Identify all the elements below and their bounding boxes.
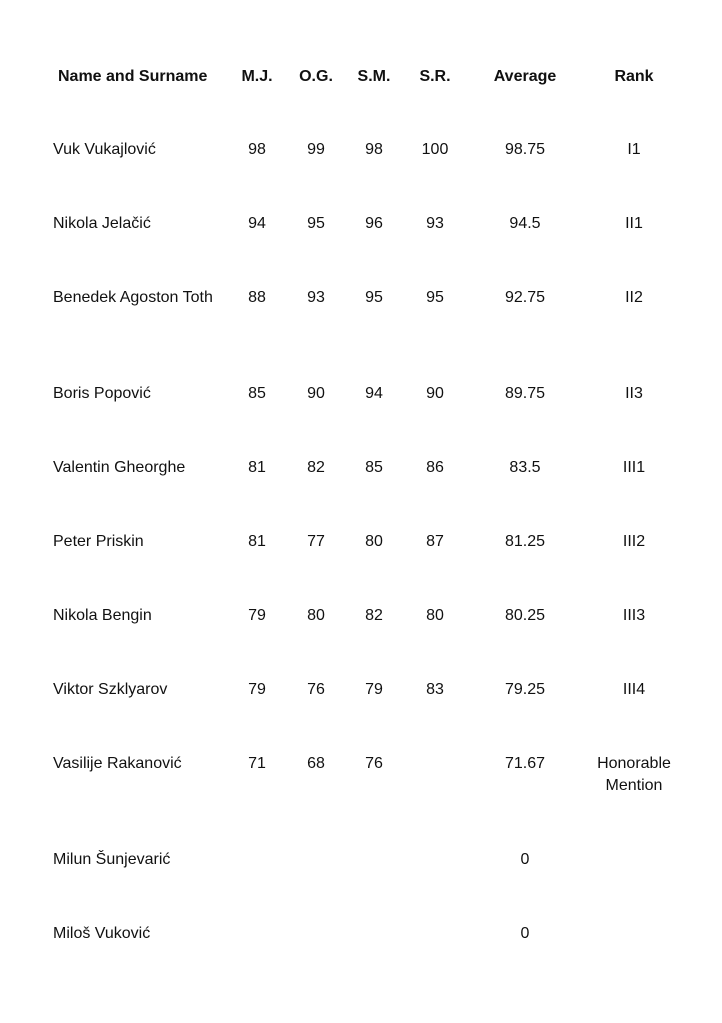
table-row xyxy=(0,531,722,581)
cell-average: 94.5 xyxy=(509,215,541,232)
cell-sr: 87 xyxy=(426,533,444,550)
cell-sr: 90 xyxy=(426,385,444,402)
cell-name: Nikola Jelačić xyxy=(53,215,151,232)
cell-name: Boris Popović xyxy=(53,385,151,402)
cell-sr: 95 xyxy=(426,289,444,306)
cell-rank: III4 xyxy=(622,681,646,698)
cell-sm: 80 xyxy=(365,533,383,550)
cell-sm: 76 xyxy=(365,755,383,772)
cell-rank: III3 xyxy=(622,607,646,624)
cell-sr: 80 xyxy=(426,607,444,624)
table-header xyxy=(0,66,722,88)
table-row xyxy=(0,139,722,189)
cell-name: Milun Šunjevarić xyxy=(53,851,171,868)
cell-mj: 81 xyxy=(248,459,266,476)
cell-name: Vasilije Rakanović xyxy=(53,755,182,772)
table-row xyxy=(0,383,722,433)
cell-sm: 95 xyxy=(365,289,383,306)
cell-name: Vuk Vukajlović xyxy=(53,141,156,158)
table-row xyxy=(0,605,722,655)
cell-rank: Honorable Mention xyxy=(597,755,671,794)
cell-mj: 79 xyxy=(248,607,266,624)
cell-rank: I1 xyxy=(627,141,641,158)
cell-sm: 82 xyxy=(365,607,383,624)
cell-mj: 71 xyxy=(248,755,266,772)
cell-rank: II1 xyxy=(625,215,643,232)
cell-name: Miloš Vuković xyxy=(53,925,151,942)
table-row xyxy=(0,457,722,507)
cell-og: 90 xyxy=(307,385,325,402)
cell-og: 80 xyxy=(307,607,325,624)
table-row xyxy=(0,287,722,337)
cell-og: 77 xyxy=(307,533,325,550)
header-average: Average xyxy=(493,68,557,85)
header-mj: M.J. xyxy=(241,68,273,85)
cell-average: 80.25 xyxy=(504,607,546,624)
cell-sr: 100 xyxy=(421,141,449,158)
cell-average: 89.75 xyxy=(504,385,546,402)
cell-sm: 96 xyxy=(365,215,383,232)
cell-sm: 85 xyxy=(365,459,383,476)
cell-mj: 79 xyxy=(248,681,266,698)
cell-average: 71.67 xyxy=(504,755,546,772)
cell-og: 76 xyxy=(307,681,325,698)
cell-sr: 83 xyxy=(426,681,444,698)
cell-mj: 85 xyxy=(248,385,266,402)
table-row xyxy=(0,679,722,729)
table-row xyxy=(0,753,722,803)
header-sr: S.R. xyxy=(419,68,451,85)
cell-average: 0 xyxy=(520,925,530,942)
cell-average: 79.25 xyxy=(504,681,546,698)
cell-average: 98.75 xyxy=(504,141,546,158)
cell-average: 0 xyxy=(520,851,530,868)
cell-rank: III2 xyxy=(622,533,646,550)
cell-mj: 94 xyxy=(248,215,266,232)
cell-sm: 79 xyxy=(365,681,383,698)
header-sm: S.M. xyxy=(357,68,391,85)
cell-name: Peter Priskin xyxy=(53,533,144,550)
cell-mj: 88 xyxy=(248,289,266,306)
cell-average: 81.25 xyxy=(504,533,546,550)
table-row xyxy=(0,849,722,899)
cell-sm: 94 xyxy=(365,385,383,402)
table-row xyxy=(0,923,722,973)
header-rank: Rank xyxy=(614,68,654,85)
cell-name: Benedek Agoston Toth xyxy=(53,289,213,306)
cell-name: Viktor Szklyarov xyxy=(53,681,168,698)
cell-mj: 81 xyxy=(248,533,266,550)
cell-average: 92.75 xyxy=(504,289,546,306)
cell-mj: 98 xyxy=(248,141,266,158)
header-og: O.G. xyxy=(299,68,333,85)
cell-og: 93 xyxy=(307,289,325,306)
cell-sr: 93 xyxy=(426,215,444,232)
header-name: Name and Surname xyxy=(58,68,208,85)
cell-average: 83.5 xyxy=(509,459,541,476)
cell-rank: II2 xyxy=(625,289,643,306)
cell-og: 95 xyxy=(307,215,325,232)
cell-rank: II3 xyxy=(625,385,643,402)
cell-name: Valentin Gheorghe xyxy=(53,459,186,476)
cell-name: Nikola Bengin xyxy=(53,607,152,624)
cell-sm: 98 xyxy=(365,141,383,158)
table-row xyxy=(0,213,722,263)
cell-og: 99 xyxy=(307,141,325,158)
cell-sr: 86 xyxy=(426,459,444,476)
cell-rank: III1 xyxy=(622,459,646,476)
cell-og: 82 xyxy=(307,459,325,476)
cell-og: 68 xyxy=(307,755,325,772)
